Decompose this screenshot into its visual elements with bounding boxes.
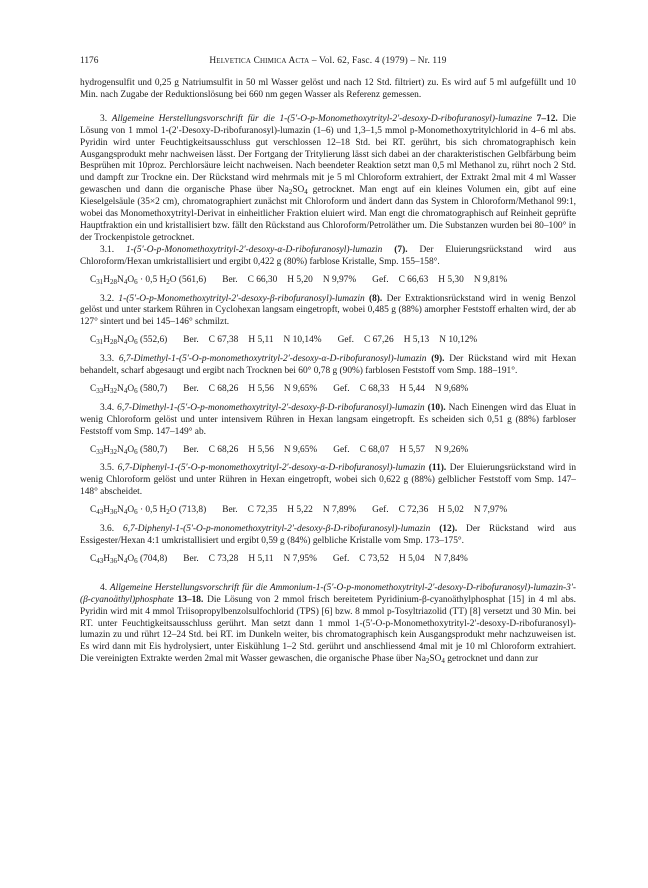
molecular-formula: $C_{33}H_{32}N_4O_6$ (580,7) [90, 383, 168, 395]
entry-compound: (8). [369, 293, 383, 304]
ber-c: C 73,28 [208, 553, 239, 564]
entry-number: 3.4. [100, 402, 115, 413]
entry-text: Der Rückstand wird mit Hexan behandelt, scharf abgesaugt und ergibt nach Trocknen bei 60° 0,78 g (90%) farblosen Feststoff vom Smp. 188–191°. [80, 354, 577, 377]
section-4-paragraph [80, 583, 576, 666]
gef-h: H 5,30 [438, 274, 464, 285]
section-3-paragraph [80, 114, 576, 245]
ber-h: H 5,11 [248, 553, 274, 564]
gef-h: H 5,04 [399, 553, 425, 564]
gef-h: H 5,57 [399, 444, 425, 455]
ber-h: H 5,56 [248, 444, 274, 455]
gef-n: N 9,26% [434, 444, 469, 455]
section-4-title: Allgemeine Herstellungsvorschrift für die Ammonium-1-(5′-O-p-monomethoxytrityl-2′-desoxy-D-ribofuranosyl)-lumazin-3′-(β-cyanoäthyl)phosphate [80, 582, 577, 605]
ber-n: N 7,89% [322, 505, 357, 516]
gef-n: N 7,84% [434, 553, 468, 564]
analysis-line [80, 554, 576, 566]
gef-c: C 73,52 [359, 553, 389, 564]
main-text [80, 78, 576, 666]
entry-3-6 [80, 524, 576, 548]
gef-label: Gef. [333, 383, 350, 394]
section-3-body: Die Lösung von 1 mmol 1-(2′-Desoxy-D-ribofuranosyl)-lumazin (1–6) und 1,3–1,5 mmol p-Monomethoxytritylchlorid in 4–6 ml abs. Pyridin wird unter Feuchtigkeitsausschluss gut verschlossen 12–18 Std. bei RT. gerührt, bis sich chromatographisch kein Ausgangsprodukt mehr nachweisen lässt. Der Fortgang der Tritylierung lässt sich dabei an der charakteristischen Gelbfärbung beim Besprühen mit 10proz. Perchlorsäure leicht nachweisen. Nach beendeter Reaktion setzt man 0,5 ml Methanol zu, rührt noch 2 Std. und dampft zur Trockne ein. Der Rückstand wird mehrmals mit je 5 ml Chloroform extrahiert, der Extrakt 2mal mit 4 ml Wasser gewaschen und dann die organische Phase über $Na_2SO_4$ getrocknet. Man engt auf ein kleines Volumen ein, gibt auf eine Kieselgelsäule (35×2 cm), chromatographiert zunächst mit Chloroform und ändert dann das System in Chloroform/Methanol 99:1, wobei das Monomethoxytrityl-Derivat in einheitlicher Fraktion eluiert wird. Man engt die chromatographisch auf Reinheit geprüfte Hauptfraktion ein und kristallisiert bzw. fällt den Rückstand aus Chloroform/Petroläther um. Die Substanzen wurden bei 80–100° in der Trockenpistole getrocknet. [80, 113, 576, 243]
entry-number: 3.2. [100, 293, 115, 304]
molecular-formula: $C_{31}H_{28}N_4O_6 \cdot 0,5$ $H_2O$ (561,6) [90, 274, 207, 286]
entry-text: Der Eluierungsrückstand wird aus Chloroform/Hexan umkristallisiert und ergibt 0,422 g (80%) farblose Kristalle, Smp. 155–158°. [80, 244, 577, 267]
ber-h: H 5,56 [248, 383, 274, 394]
ber-n: N 9,65% [283, 444, 318, 455]
gef-label: Gef. [337, 335, 354, 346]
ber-c: C 68,26 [208, 444, 239, 455]
ber-label: Ber. [222, 505, 238, 516]
gef-label: Gef. [333, 444, 350, 455]
gef-h: H 5,13 [403, 335, 430, 346]
ber-n: N 7,95% [283, 553, 317, 564]
gef-n: N 10,12% [439, 335, 478, 346]
gef-label: Gef. [332, 553, 350, 564]
analysis-line [80, 505, 576, 517]
entry-text: Der Eluierungsrückstand wird in wenig Chloroform gelöst und unter Rühren in Hexan eingetropft, wobei sich 0,622 g (88%) gelblicher Feststoff vom Smp. 147–148° abscheidet. [80, 463, 577, 498]
entry-3-1 [80, 245, 576, 269]
entry-text: Der Extraktionsrückstand wird in wenig Benzol gelöst und unter starkem Rühren in Cyclohexan langsam eingetropft, wobei 0,485 g (88%) amorpher Feststoff erhalten wird, der ab 127° sintert und bei 145–146° schmilzt. [80, 293, 577, 328]
gef-n: N 9,81% [473, 274, 508, 285]
gef-h: H 5,44 [399, 383, 425, 394]
section-3-title: Allgemeine Herstellungsvorschrift für die 1-(5′-O-p-Monomethoxytrityl-2′-desoxy-D-ribofuranosyl)-lumazine [111, 113, 532, 124]
entry-text: Nach Einengen wird das Eluat in wenig Chloroform gelöst und unter intensivem Rühren in Hexan langsam eingetropft. Es scheiden sich 0,51 g (88%) farbloser Feststoff vom Smp. 147–149° ab. [80, 402, 576, 437]
ber-label: Ber. [183, 335, 199, 346]
gef-c: C 68,33 [359, 383, 390, 394]
gef-c: C 68,07 [359, 444, 390, 455]
gef-h: H 5,02 [438, 505, 464, 516]
entry-number: 3.1. [100, 244, 115, 255]
ber-label: Ber. [183, 553, 199, 564]
volume-info: – Vol. 62, Fasc. 4 (1979) – Nr. 119 [309, 56, 447, 66]
ber-c: C 68,26 [208, 383, 239, 394]
ber-h: H 5,20 [287, 274, 313, 285]
ber-h: H 5,22 [287, 505, 313, 516]
ber-label: Ber. [183, 383, 199, 394]
analysis-line [80, 335, 576, 347]
intro-paragraph: hydrogensulfit und 0,25 g Natriumsulfit in 50 ml Wasser gelöst und nach 12 Std. filtriert) zu. Es wird auf 5 ml aufgefüllt und 10 Min. nach Zugabe der Reduktionslösung bei 660 nm gegen Wasser als Referenz gemessen. [80, 78, 576, 100]
section-3-compounds: 7–12. [536, 113, 558, 124]
section-3-number: 3. [100, 113, 108, 124]
entry-number: 3.6. [100, 524, 115, 535]
entry-name: 6,7-Diphenyl-1-(5′-O-p-monomethoxytrityl-2′-desoxy-β-D-ribofuranosyl)-lumazin [122, 524, 431, 535]
analysis-line [80, 445, 576, 457]
entry-compound: (7). [394, 244, 408, 255]
ber-n: N 9,97% [322, 274, 357, 285]
entry-name: 6,7-Dimethyl-1-(5′-O-p-monomethoxytrityl-2′-desoxy-β-D-ribofuranosyl)-lumazin [117, 402, 425, 413]
ber-c: C 66,30 [247, 274, 278, 285]
entry-name: 1-(5′-O-p-Monomethoxytrityl-2′-desoxy-α-D-ribofuranosyl)-lumazin [125, 244, 383, 255]
gef-label: Gef. [372, 274, 389, 285]
entry-compound: (12). [439, 524, 458, 535]
ber-label: Ber. [183, 444, 199, 455]
ber-c: C 72,35 [247, 505, 278, 516]
entry-compound: (9). [431, 354, 445, 365]
entry-text: Der Rückstand wird aus Essigester/Hexan 4:1 umkristallisiert und ergibt 0,59 g (84%) gelbliche Kristalle vom Smp. 173–175°. [80, 524, 576, 546]
molecular-formula: $C_{43}H_{36}N_4O_6$ (704,8) [90, 553, 168, 565]
page-number: 1176 [80, 56, 99, 66]
section-gap [80, 102, 576, 114]
gef-n: N 7,97% [473, 505, 508, 516]
gef-n: N 9,68% [434, 383, 469, 394]
gef-c: C 66,63 [398, 274, 429, 285]
entry-3-4 [80, 403, 576, 439]
entry-compound: (11). [428, 463, 447, 474]
molecular-formula: $C_{31}H_{28}N_4O_6$ (552,6) [90, 335, 168, 347]
entry-name: 6,7-Dimethyl-1-(5′-O-p-monomethoxytrityl-2′-desoxy-α-D-ribofuranosyl)-lumazin [118, 354, 427, 365]
journal-info [80, 56, 576, 68]
analysis-line [80, 384, 576, 396]
entry-name: 1-(5′-O-p-Monomethoxytrityl-2′-desoxy-β-ribofuranosyl)-lumazin [118, 293, 365, 304]
gef-c: C 72,36 [398, 505, 429, 516]
entry-compound: (10). [427, 402, 446, 413]
ber-n: N 9,65% [283, 383, 318, 394]
running-header [80, 56, 576, 68]
section-gap [80, 573, 576, 583]
ber-label: Ber. [222, 274, 238, 285]
entry-3-3 [80, 354, 576, 378]
section-4-body: Die Lösung von 2 mmol frisch bereitetem Pyridinium-β-cyanoäthylphosphat [15] in 4 ml abs. Pyridin wird mit 4 mmol Triisopropylbenzolsulfochlorid (TPS) [6] bzw. 8 mmol p-Tosyltriazolid (TT) [8] versetzt und 30 Min. bei RT. unter Feuchtigkeitsausschluss gerührt. Man setzt dann 1 mmol 1-(5′-O-p-Monomethoxytrityl-2′-desoxy-D-ribofuranosyl)-lumazin zu und rührt 12–24 Std. bei RT. im Dunkeln weiter, bis chromatographisch kein Ausgangsprodukt mehr nachzuweisen ist. Es wird dann mit Eis hydrolysiert, unter Eiskühlung 1–2 Std. gerührt und anschliessend 4mal mit je 10 ml Chloroform extrahiert. Die vereinigten Extrakte werden 2mal mit Wasser gewaschen, die organische Phase über $Na_2SO_4$ getrocknet und dann zur [80, 594, 577, 666]
entry-3-2 [80, 294, 576, 330]
entry-number: 3.5. [100, 463, 115, 474]
ber-c: C 67,38 [208, 335, 239, 346]
entry-3-5 [80, 463, 576, 499]
molecular-formula: $C_{43}H_{36}N_4O_6 \cdot 0,5$ $H_2O$ (713,8) [90, 505, 207, 517]
section-4-compounds: 13–18. [177, 594, 204, 605]
journal-name: Helvetica Chimica Acta [209, 56, 310, 66]
ber-h: H 5,11 [248, 335, 274, 346]
gef-c: C 67,26 [363, 335, 394, 346]
analysis-line [80, 275, 576, 287]
molecular-formula: $C_{33}H_{32}N_4O_6$ (580,7) [90, 444, 168, 456]
entry-name: 6,7-Diphenyl-1-(5′-O-p-monomethoxytrityl-2′-desoxy-α-D-ribofuranosyl)-lumazin [117, 463, 426, 474]
entry-number: 3.3. [100, 354, 115, 365]
ber-n: N 10,14% [283, 335, 322, 346]
section-4-number: 4. [100, 582, 108, 593]
gef-label: Gef. [372, 505, 389, 516]
